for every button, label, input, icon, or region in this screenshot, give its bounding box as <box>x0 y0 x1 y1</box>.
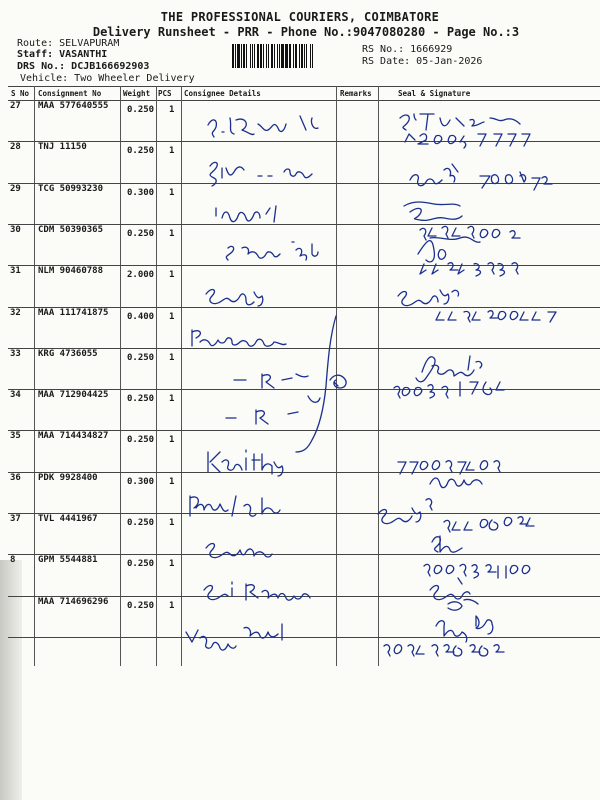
cell-consignment: MAA 111741875 <box>38 307 109 318</box>
rs-number: RS No.: 1666929 <box>362 44 453 55</box>
cell-weight: 0.250 <box>127 559 155 570</box>
cell-sno: 30 <box>10 224 21 235</box>
vehicle-label: Vehicle: Two Wheeler Delivery <box>20 73 195 84</box>
cell-pcs: 1 <box>169 476 175 487</box>
col-divider <box>378 86 379 666</box>
cell-weight: 0.250 <box>127 146 155 157</box>
cell-weight: 0.400 <box>127 311 155 322</box>
rs-date: RS Date: 05-Jan-2026 <box>362 56 483 67</box>
cell-weight: 0.250 <box>127 105 155 115</box>
cell-sno: 27 <box>10 101 21 111</box>
cell-sno: 28 <box>10 142 21 153</box>
cell-pcs: 1 <box>169 435 175 446</box>
col-remarks: Remarks <box>340 89 372 98</box>
cell-consignment: CDM 50390365 <box>38 224 104 235</box>
cell-sno: 8 <box>10 555 16 566</box>
cell-pcs: 1 <box>169 146 175 157</box>
col-divider <box>336 86 337 666</box>
company-title: THE PROFESSIONAL COURIERS, COIMBATORE <box>160 10 440 24</box>
drs-number: DRS No.: DCJB166692903 <box>17 61 150 72</box>
cell-pcs: 1 <box>169 394 175 405</box>
cell-sno: 34 <box>10 390 21 401</box>
col-divider <box>120 86 121 666</box>
col-pcs: PCS <box>158 89 172 98</box>
cell-weight: 0.300 <box>127 187 155 198</box>
route-label: Route: SELVAPURAM <box>17 38 120 49</box>
cell-consignment: TNJ 11150 <box>38 142 87 153</box>
cell-sno: 35 <box>10 431 21 442</box>
cell-sno: 36 <box>10 472 21 483</box>
cell-pcs: 1 <box>169 600 175 611</box>
cell-sno: 31 <box>10 266 21 277</box>
cell-weight: 0.250 <box>127 352 155 363</box>
cell-sno: 37 <box>10 514 21 524</box>
cell-weight: 2.000 <box>127 270 155 281</box>
col-consignee: Consignee Details <box>184 89 261 98</box>
cell-pcs: 1 <box>169 228 175 239</box>
cell-weight: 0.300 <box>127 476 155 487</box>
cell-consignment: GPM 5544881 <box>38 555 98 566</box>
col-divider <box>181 86 182 666</box>
cell-consignment: PDK 9928400 <box>38 472 98 483</box>
cell-consignment: NLM 90460788 <box>38 266 104 277</box>
col-sno: S No <box>11 89 30 98</box>
cell-pcs: 1 <box>169 270 175 281</box>
cell-consignment: TCG 50993230 <box>38 183 104 194</box>
col-seal: Seal & Signature <box>398 89 471 98</box>
col-divider <box>34 86 35 666</box>
cell-consignment: MAA 712904425 <box>38 390 109 401</box>
cell-pcs: 1 <box>169 352 175 363</box>
cell-consignment: MAA 714434827 <box>38 431 109 442</box>
cell-weight: 0.250 <box>127 394 155 405</box>
cell-sno: 33 <box>10 348 21 359</box>
barcode <box>232 44 356 68</box>
runsheet-subtitle: Delivery Runsheet - PRR - Phone No.:9047080280 - Page No.:3 <box>92 25 520 39</box>
cell-pcs: 1 <box>169 559 175 570</box>
cell-pcs: 1 <box>169 518 175 528</box>
cell-sno: 32 <box>10 307 21 318</box>
cell-sno: 29 <box>10 183 21 194</box>
cell-pcs: 1 <box>169 311 175 322</box>
staff-label: Staff: VASANTHI <box>17 49 108 60</box>
cell-weight: 0.250 <box>127 600 155 611</box>
table-header <box>0 89 600 100</box>
row-divider <box>8 141 600 142</box>
cell-pcs: 1 <box>169 105 175 115</box>
cell-consignment: MAA 577640555 <box>38 101 109 111</box>
cell-weight: 0.250 <box>127 228 155 239</box>
cell-consignment: TVL 4441967 <box>38 514 98 524</box>
barcode-bar <box>313 44 315 68</box>
col-weight: Weight <box>123 89 151 98</box>
col-consignment: Consignment No <box>38 89 102 98</box>
cell-weight: 0.250 <box>127 518 155 528</box>
col-divider <box>156 86 157 666</box>
cell-pcs: 1 <box>169 187 175 198</box>
cell-weight: 0.250 <box>127 435 155 446</box>
table-top-border <box>8 86 600 87</box>
row-divider <box>8 637 600 638</box>
cell-consignment: MAA 714696296 <box>38 596 109 607</box>
cell-consignment: KRG 4736055 <box>38 348 98 359</box>
